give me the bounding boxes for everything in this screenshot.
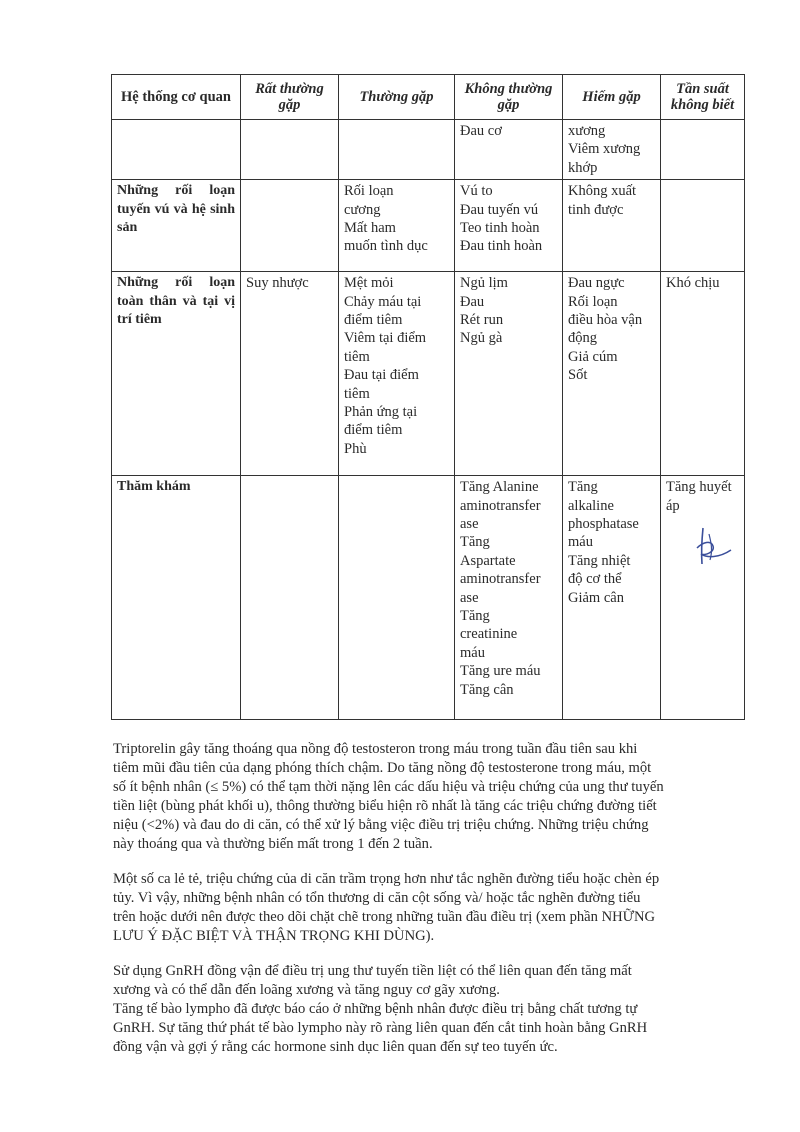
uncommon-cell	[455, 180, 563, 272]
cell-line: Đau ngực	[568, 275, 625, 292]
cell-line: Aspartate	[460, 552, 516, 569]
organ-system-cell	[112, 272, 241, 476]
cell-line: Tăng	[460, 534, 490, 551]
cell-line: alkaline	[568, 497, 614, 514]
cell-line: Tăng ure máu	[460, 663, 541, 680]
cell-line: Phù	[344, 440, 367, 457]
uncommon-cell	[455, 272, 563, 476]
paragraph-line: Triptorelin gây tăng thoáng qua nồng độ testosteron trong máu trong tuần đầu tiên sau khi	[113, 741, 638, 757]
cell-line: creatinine	[460, 626, 518, 643]
cell-line: Tăng Alanine	[460, 479, 539, 496]
header-organ-system: Hệ thống cơ quan	[112, 75, 241, 120]
unknown-frequency-cell	[661, 180, 745, 272]
cell-line: Tăng nhiệt	[568, 552, 631, 569]
uncommon-cell	[455, 476, 563, 720]
cell-line: tinh được	[568, 201, 624, 218]
cell-line: tiêm	[344, 385, 370, 402]
cell-line: Viêm xương	[568, 141, 641, 158]
organ-system-label: Những rối loạn toàn thân và tại vị trí tiêm	[117, 275, 235, 328]
cell-line: ase	[460, 589, 479, 606]
cell-line: tiêm	[344, 348, 370, 365]
paragraph-line: Sử dụng GnRH đồng vận để điều trị ung thư tuyến tiền liệt có thể liên quan đến tăng mất	[113, 963, 632, 979]
paragraph-bone-loss-lymphocytes	[113, 962, 743, 1057]
organ-system-cell	[112, 120, 241, 180]
cell-line: Phản ứng tại	[344, 404, 418, 421]
common-cell	[339, 120, 455, 180]
cell-line: Tăng	[568, 479, 598, 496]
cell-line: Rét run	[460, 312, 504, 329]
unknown-frequency-cell	[661, 272, 745, 476]
table-row	[112, 120, 745, 180]
cell-line: khớp	[568, 159, 598, 176]
adverse-reactions-table	[111, 74, 745, 720]
cell-line: Sốt	[568, 367, 588, 384]
cell-line: máu	[460, 644, 485, 661]
common-cell	[339, 272, 455, 476]
table-row	[112, 180, 745, 272]
cell-line: độ cơ thể	[568, 571, 622, 588]
very-common-cell	[241, 120, 339, 180]
table-row	[112, 272, 745, 476]
table-header-row	[112, 75, 745, 120]
cell-line: Ngủ gà	[460, 330, 503, 347]
cell-line: Đau tại điểm	[344, 367, 419, 384]
rare-cell	[563, 476, 661, 720]
cell-line: Đau tinh hoàn	[460, 238, 543, 255]
very-common-cell	[241, 272, 339, 476]
very-common-cell	[241, 180, 339, 272]
cell-line: điểm tiêm	[344, 312, 403, 329]
header-rare: Hiếm gặp	[563, 75, 661, 120]
cell-line: Suy nhược	[246, 275, 309, 292]
cell-line: Teo tinh hoàn	[460, 220, 540, 237]
very-common-cell	[241, 476, 339, 720]
cell-line: Khó chịu	[666, 275, 720, 292]
cell-line: Giả cúm	[568, 348, 618, 365]
cell-line: Mệt mỏi	[344, 275, 394, 292]
cell-line: cương	[344, 201, 381, 218]
organ-system-cell	[112, 180, 241, 272]
header-unknown-frequency: Tần suất không biết	[661, 75, 745, 120]
organ-system-label: Thăm khám	[117, 479, 191, 495]
rare-cell	[563, 272, 661, 476]
rare-cell	[563, 120, 661, 180]
cell-line: Viêm tại điểm	[344, 330, 427, 347]
cell-line: Ngủ lịm	[460, 275, 508, 292]
paragraph-line: đồng vận và gợi ý rằng các hormone sinh dục liên quan đến sự teo tuyến ức.	[113, 1039, 558, 1055]
cell-line: động	[568, 330, 597, 347]
header-common: Thường gặp	[339, 75, 455, 120]
cell-line: aminotransfer	[460, 571, 541, 588]
cell-line: áp	[666, 497, 680, 514]
table-row	[112, 476, 745, 720]
paragraph-line: Một số ca lẻ tẻ, triệu chứng của di căn trầm trọng hơn như tắc nghẽn đường tiểu hoặc chèn ép	[113, 871, 660, 887]
header-very-common: Rất thường gặp	[241, 75, 339, 120]
uncommon-cell	[455, 120, 563, 180]
common-cell	[339, 476, 455, 720]
cell-line: điểm tiêm	[344, 422, 403, 439]
cell-line: Mất ham	[344, 220, 396, 237]
header-uncommon: Không thường gặp	[455, 75, 563, 120]
cell-line: Đau cơ	[460, 123, 502, 139]
cell-line: Chảy máu tại	[344, 293, 422, 310]
paragraph-line: tiêm mũi đầu tiên của dạng phóng thích chậm. Do tăng nồng độ testosterone trong máu, một	[113, 760, 652, 776]
cell-line: Giảm cân	[568, 589, 624, 606]
paragraph-metastasis-warning	[113, 870, 743, 946]
paragraph-line: số ít bệnh nhân (≤ 5%) có thể tạm thời nặng lên các dấu hiệu và triệu chứng của ung thư tuyến	[113, 779, 664, 795]
common-cell	[339, 180, 455, 272]
cell-line: Vú to	[460, 183, 493, 200]
cell-line: Đau tuyến vú	[460, 201, 539, 218]
paragraph-line: tủy. Vì vậy, những bệnh nhân có tổn thương di căn cột sống và/ hoặc tắc nghẽn đường tiểu	[113, 890, 641, 906]
unknown-frequency-cell	[661, 476, 745, 720]
paragraph-line: Tăng tế bào lympho đã được báo cáo ở những bệnh nhân được điều trị bằng chất tương tự	[113, 1001, 638, 1017]
handwritten-signature	[689, 524, 735, 570]
organ-system-cell	[112, 476, 241, 720]
paragraph-line: niệu (<2%) và đau do di căn, có thể xử lý bằng việc điều trị triệu chứng. Những triệu chứng	[113, 817, 649, 833]
cell-line: Tăng huyết	[666, 479, 732, 496]
cell-line: Tăng	[460, 608, 490, 625]
cell-line: Đau	[460, 293, 485, 310]
paragraph-line: trên hoặc dưới nên được theo dõi chặt chẽ trong những tuần đầu điều trị (xem phần NHỮNG	[113, 909, 656, 925]
unknown-frequency-cell	[661, 120, 745, 180]
cell-line: muốn tình dục	[344, 238, 428, 255]
organ-system-label: Những rối loạn tuyến vú và hệ sinh sản	[117, 183, 235, 236]
cell-line: Tăng cân	[460, 681, 514, 698]
paragraph-line: này thoáng qua và thường biến mất trong 1 đến 2 tuần.	[113, 836, 433, 852]
rare-cell	[563, 180, 661, 272]
cell-line: điều hòa vận	[568, 312, 643, 329]
cell-line: xương	[568, 123, 606, 139]
paragraph-line: GnRH. Sự tăng thứ phát tế bào lympho này rõ ràng liên quan đến cắt tinh hoàn bằng GnRH	[113, 1020, 648, 1036]
paragraph-line: LƯU Ý ĐẶC BIỆT VÀ THẬN TRỌNG KHI DÙNG).	[113, 928, 435, 944]
cell-line: phosphatase	[568, 516, 639, 533]
paragraph-line: tiền liệt (bùng phát khối u), thông thường biểu hiện rõ nhất là tăng các triệu chứng đường tiết	[113, 798, 657, 814]
cell-line: máu	[568, 534, 593, 551]
paragraph-line: xương và có thể dẫn đến loãng xương và tăng nguy cơ gãy xương.	[113, 982, 500, 998]
cell-line: Rối loạn	[344, 183, 394, 200]
cell-line: Không xuất	[568, 183, 637, 200]
cell-line: aminotransfer	[460, 497, 541, 514]
cell-line: Rối loạn	[568, 293, 618, 310]
cell-line: ase	[460, 516, 479, 533]
paragraph-testosterone-flare	[113, 740, 743, 854]
